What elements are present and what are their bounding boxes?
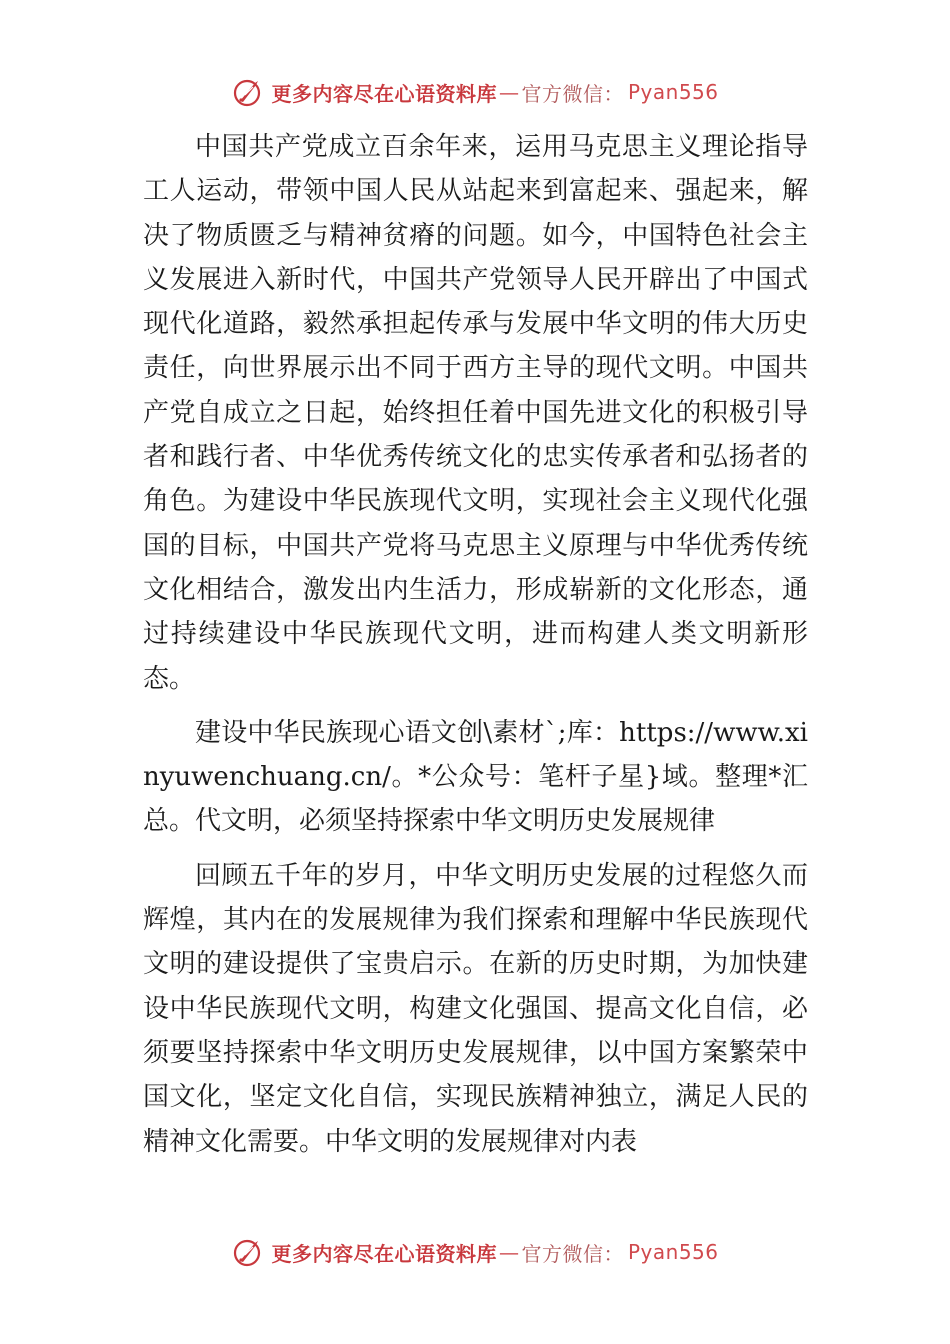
document-body: [143, 125, 808, 1164]
body-paragraph-1: 中国共产党成立百余年来，运用马克思主义理论指导工人运动，带领中国人民从站起来到富起来、强起来，解决了物质匮乏与精神贫瘠的问题。如今，中国特色社会主义发展进入新时代，中国共产党领导人民开辟出了中国式现代化道路，毅然承担起传承与发展中华文明的伟大历史责任，向世界展示出不同于西方主导的现代文明。中国共产党自成立之日起，始终担任着中国先进文化的积极引导者和践行者、中华优秀传统文化的忠实传承者和弘扬者的角色。为建设中华民族现代文明，实现社会主义现代化强国的目标，中国共产党将马克思主义原理与中华优秀传统文化相结合，激发出内生活力，形成崭新的文化形态，通过持续建设中华民族现代文明，进而构建人类文明新形态。: [143, 132, 808, 694]
footer-separator: —: [498, 1240, 520, 1264]
quill-logo-icon: [231, 75, 265, 109]
quill-logo-icon: [231, 1235, 265, 1269]
header-contact-code: Pyan556: [627, 80, 719, 104]
footer-contact-code: Pyan556: [627, 1240, 719, 1264]
header-brand-text: 更多内容尽在心语资料库: [271, 81, 497, 106]
header-contact-label: 官方微信：: [521, 81, 624, 106]
footer-contact-label: 官方微信：: [521, 1241, 624, 1266]
paragraph-gap: [143, 844, 808, 854]
page-footer-banner: [0, 1230, 950, 1274]
paragraph-gap: [143, 701, 808, 711]
body-paragraph-2: 建设中华民族现心语文创\素材`;库：https://www.xinyuwenchuang.cn/。*公众号：笔杆子星}域。整理*汇总。代文明，必须坚持探索中华文明历史发展规律: [143, 717, 808, 837]
body-paragraph-3: 回顾五千年的岁月，中华文明历史发展的过程悠久而辉煌，其内在的发展规律为我们探索和理解中华民族现代文明的建设提供了宝贵启示。在新的历史时期，为加快建设中华民族现代文明，构建文化强国、提高文化自信，必须要坚持探索中华文明历史发展规律，以中国方案繁荣中国文化，坚定文化自信，实现民族精神独立，满足人民的精神文化需要。中华文明的发展规律对内表: [143, 860, 808, 1157]
footer-brand-text: 更多内容尽在心语资料库: [271, 1241, 497, 1266]
header-separator: —: [498, 80, 520, 104]
page-header-banner: [0, 70, 950, 114]
